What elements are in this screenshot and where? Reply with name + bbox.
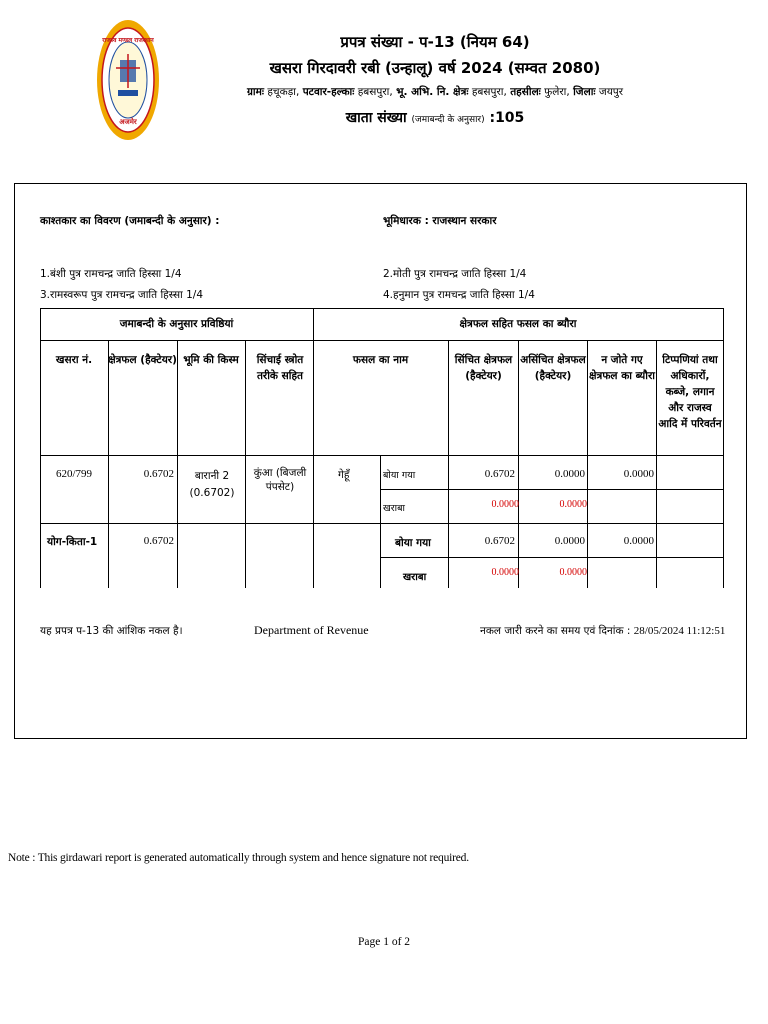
total-damaged-label: खराबा <box>403 572 427 583</box>
total-sown-label: बोया गया <box>395 537 431 549</box>
col-header-khasra: खसरा नं. <box>55 354 93 366</box>
owner-entry: 1.बंशी पुत्र रामचन्द्र जाति हिस्सा 1/4 <box>40 268 182 280</box>
col-header-remarks: टिप्पणियां तथा अधिकारों, कब्जे, लगान और राजस्व आदि में परिवर्तन <box>658 354 722 430</box>
cell-land-type: बारानी 2 (0.6702) <box>189 470 235 499</box>
col-header-irrigation: सिंचाई स्त्रोत तरीके सहित <box>256 354 304 382</box>
owner-entry: 2.मोती पुत्र रामचन्द्र जाति हिस्सा 1/4 <box>383 268 527 280</box>
total-label: योग-किता-1 <box>47 536 98 548</box>
total-sown-unirrigated: 0.0000 <box>554 535 585 547</box>
cultivator-label: काश्तकार का विवरण (जमाबन्दी के अनुसार) : <box>40 215 220 227</box>
owner-entry: 3.रामस्वरूप पुत्र रामचन्द्र जाति हिस्सा 1/4 <box>40 289 203 301</box>
total-fallow: 0.0000 <box>623 535 654 547</box>
total-damaged-irrigated: 0.0000 <box>491 567 519 578</box>
cell-irrigation: कुंआ (बिजली पंपसेट) <box>253 467 307 493</box>
khata-number: खाता संख्या (जमाबन्दी के अनुसार) :105 <box>345 110 525 126</box>
svg-text:अजमेर: अजमेर <box>119 118 137 126</box>
seal-emblem-icon <box>96 18 160 140</box>
landholder-label: भूमिधारक : राजस्थान सरकार <box>383 215 497 227</box>
cell-damaged-unirrigated: 0.0000 <box>559 499 587 510</box>
col-header-crop: फसल का नाम <box>352 354 409 366</box>
location-line: ग्रामः हचूकड़ा, पटवार-हल्काः हबसपुरा, भू. अभि. नि. क्षेत्रः हबसपुरा, तहसीलः फुलेरा, जिलाः जयपुर <box>246 86 624 98</box>
col-header-fallow: न जोते गए क्षेत्रफल का ब्यौरा <box>589 354 655 382</box>
col-header-unirrigated: असिंचित क्षेत्रफल (हैक्टेयर) <box>520 354 586 382</box>
row-damaged-label: खराबा <box>383 503 406 514</box>
col-header-land-type: भूमि की किस्म <box>183 354 239 366</box>
department-name: Department of Revenue <box>254 623 369 637</box>
group-header-crop-details: क्षेत्रफल सहित फसल का ब्यौरा <box>459 318 577 330</box>
revenue-board-seal <box>96 18 160 140</box>
owner-entry: 4.हनुमान पुत्र रामचन्द्र जाति हिस्सा 1/4 <box>383 289 535 301</box>
cell-khasra: 620/799 <box>55 468 93 480</box>
col-header-irrigated: सिंचित क्षेत्रफल (हैक्टेयर) <box>454 354 513 382</box>
cell-fallow: 0.0000 <box>623 468 654 480</box>
report-title: खसरा गिरदावरी रबी (उन्हालू) वर्ष 2024 (सम्वत 2080) <box>269 59 601 77</box>
total-sown-irrigated: 0.6702 <box>484 535 515 547</box>
svg-text:राजस्व मण्डल राजस्थान: राजस्व मण्डल राजस्थान <box>102 37 154 44</box>
group-header-jamabandi: जमाबन्दी के अनुसार प्रविष्ठियां <box>119 318 234 330</box>
partial-copy-note: यह प्रपत्र प-13 की आंशिक नकल है। <box>40 625 183 637</box>
cell-sown-irrigated: 0.6702 <box>484 468 515 480</box>
cell-area: 0.6702 <box>143 468 174 480</box>
cell-crop: गेहूँ <box>338 469 350 481</box>
cell-sown-unirrigated: 0.0000 <box>554 468 585 480</box>
total-damaged-unirrigated: 0.0000 <box>559 567 587 578</box>
total-area: 0.6702 <box>143 535 174 547</box>
page-number: Page 1 of 2 <box>357 936 411 948</box>
col-header-area: क्षेत्रफल (हैक्टेयर) <box>108 354 177 366</box>
form-title: प्रपत्र संख्या - प-13 (नियम 64) <box>340 33 530 51</box>
issue-datetime-line: नकल जारी करने का समय एवं दिनांक : 28/05/2024 11:12:51 <box>480 625 726 637</box>
cell-damaged-irrigated: 0.0000 <box>491 499 519 510</box>
system-generated-note: Note : This girdawari report is generated automatically through system and hence signature not required. <box>8 852 469 864</box>
row-sown-label: बोया गया <box>383 470 416 481</box>
